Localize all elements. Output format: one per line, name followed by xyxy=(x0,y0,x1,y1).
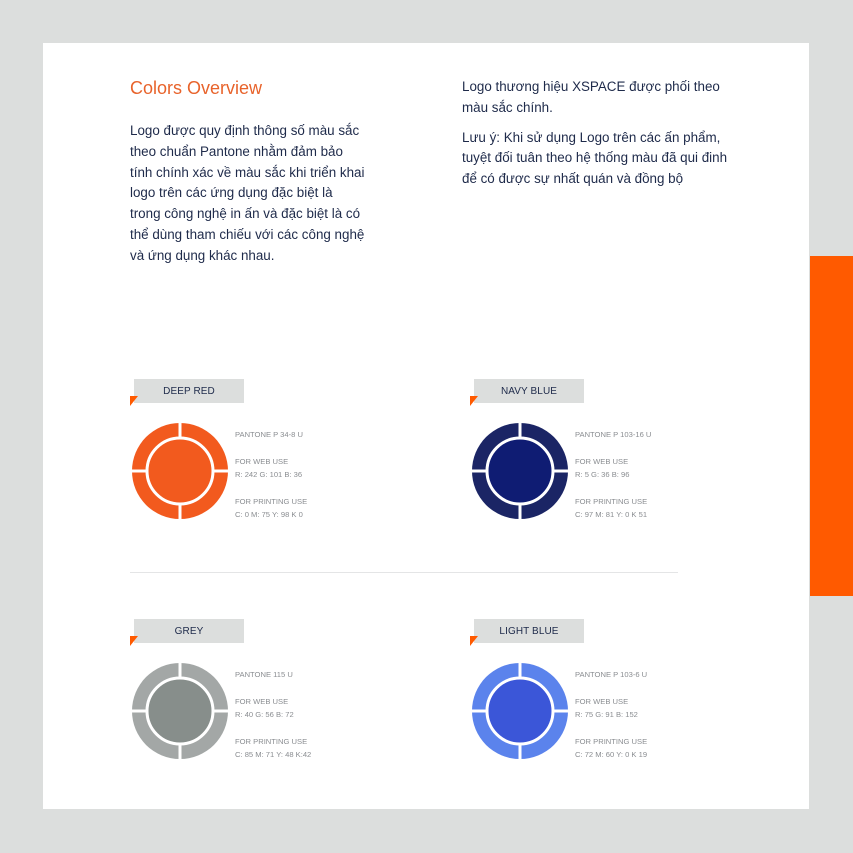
web-use-label: FOR WEB USE xyxy=(235,696,289,706)
swatch-label: GREY xyxy=(134,619,244,643)
print-use-label: FOR PRINTING USE xyxy=(235,496,308,506)
web-use-label: FOR WEB USE xyxy=(575,696,629,706)
web-use-label: FOR WEB USE xyxy=(575,456,629,466)
color-ring xyxy=(470,661,570,761)
color-ring xyxy=(130,421,230,521)
rgb-values: R: 5 G: 36 B: 96 xyxy=(575,470,630,479)
swatch-label: DEEP RED xyxy=(134,379,244,403)
web-use-label: FOR WEB USE xyxy=(235,456,289,466)
cmyk-values: C: 0 M: 75 Y: 98 K 0 xyxy=(235,510,303,519)
flag-marker xyxy=(130,636,138,646)
flag-marker xyxy=(470,636,478,646)
print-use-label: FOR PRINTING USE xyxy=(575,496,648,506)
pantone-code: PANTONE 115 U xyxy=(235,670,293,679)
swatch-navy-blue xyxy=(474,379,734,529)
right-text-column xyxy=(462,77,732,190)
color-specs xyxy=(575,668,725,762)
color-ring xyxy=(130,661,230,761)
swatch-deep-red xyxy=(134,379,394,529)
swatch-light-blue xyxy=(474,619,734,769)
pantone-code: PANTONE P 103-6 U xyxy=(575,670,648,679)
pantone-code: PANTONE P 34-8 U xyxy=(235,430,303,439)
intro-paragraph: Logo được quy định thông số màu sắc theo chuẩn Pantone nhằm đảm bảo tính chính xác về màu sắc khi triển khai logo trên các ứng dụng đặc biệt là trong công nghệ in ấn và đặc biệt là có thể dùng tham chiếu với các công nghệ và ứng dụng khác nhau. xyxy=(130,123,365,263)
flag-marker xyxy=(130,396,138,406)
flag-marker xyxy=(470,396,478,406)
rgb-values: R: 75 G: 91 B: 152 xyxy=(575,710,638,719)
cmyk-values: C: 97 M: 81 Y: 0 K 51 xyxy=(575,510,648,519)
swatch-label: LIGHT BLUE xyxy=(474,619,584,643)
swatch-grey xyxy=(134,619,394,769)
side-accent-bar xyxy=(810,256,853,596)
color-specs xyxy=(235,428,385,522)
rgb-values: R: 40 G: 56 B: 72 xyxy=(235,710,294,719)
swatch-label: NAVY BLUE xyxy=(474,379,584,403)
cmyk-values: C: 72 M: 60 Y: 0 K 19 xyxy=(575,750,648,759)
print-use-label: FOR PRINTING USE xyxy=(235,736,308,746)
color-specs xyxy=(575,428,725,522)
usage-note: Lưu ý: Khi sử dụng Logo trên các ấn phẩm, tuyệt đối tuân theo hệ thống màu đã qui đinh để có được sự nhất quán và đồng bộ xyxy=(462,129,728,187)
brand-color-note: Logo thương hiệu XSPACE được phối theo màu sắc chính. xyxy=(462,79,720,115)
print-use-label: FOR PRINTING USE xyxy=(575,736,648,746)
color-ring xyxy=(470,421,570,521)
pantone-code: PANTONE P 103-16 U xyxy=(575,430,652,439)
page-title: Colors Overview xyxy=(130,78,263,98)
color-specs xyxy=(235,668,385,762)
rgb-values: R: 242 G: 101 B: 36 xyxy=(235,470,303,479)
section-divider xyxy=(130,572,678,573)
cmyk-values: C: 85 M: 71 Y: 48 K:42 xyxy=(235,750,312,759)
